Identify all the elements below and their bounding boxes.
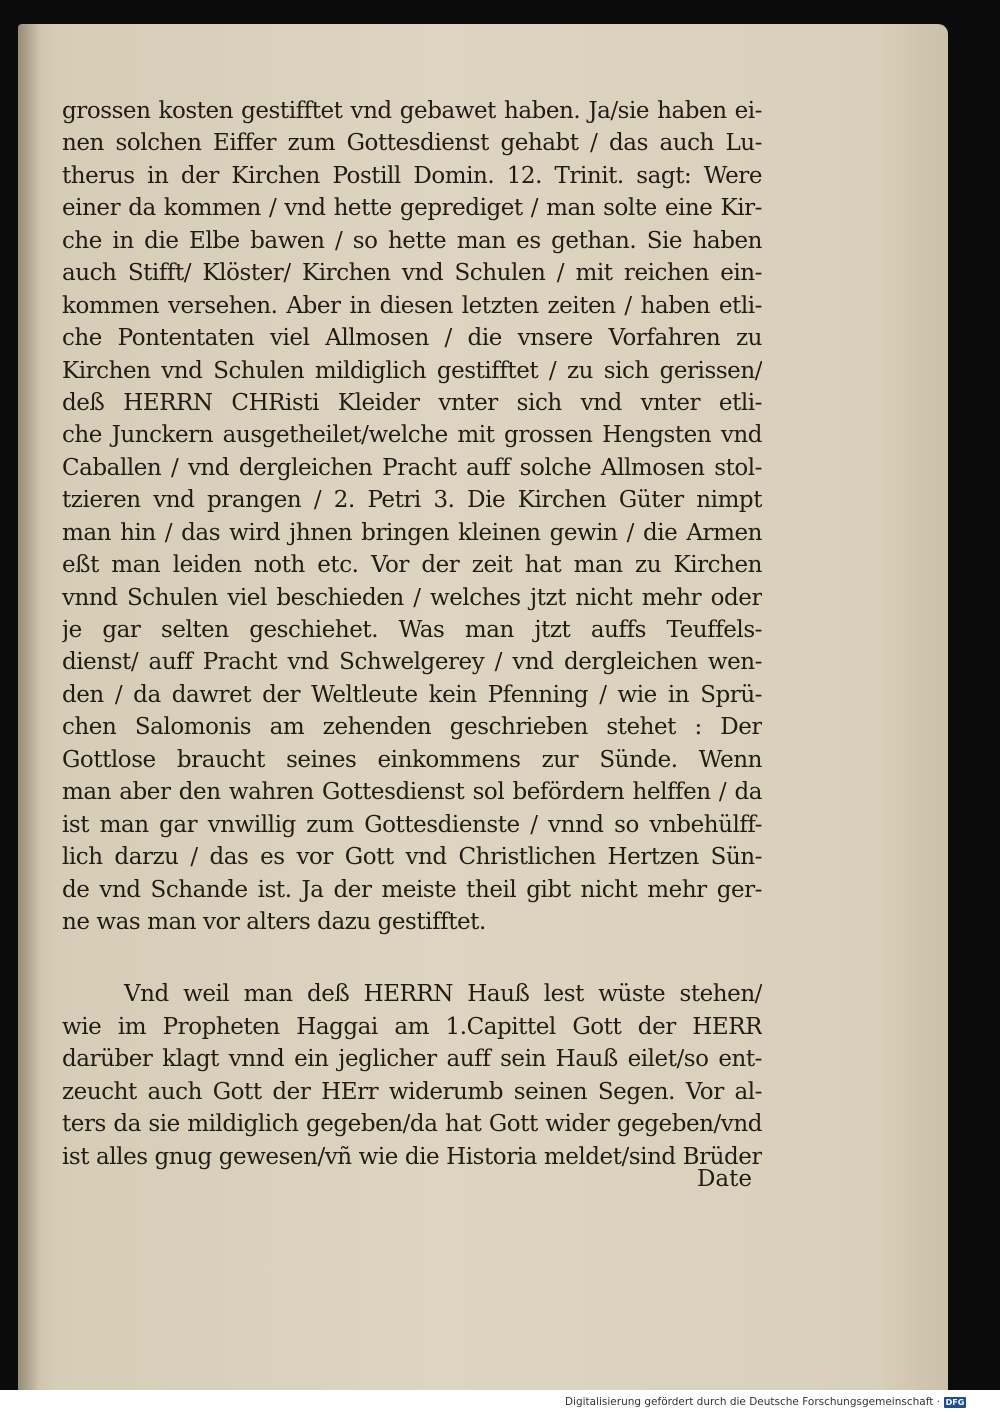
credit-text: Digitalisierung gefördert durch die Deutsche Forschungsgemeinschaft ·	[564, 1396, 940, 1408]
text-line: den / da dawret der Weltleute kein Pfenning / wie in Sprü-	[62, 681, 762, 708]
text-line: eßt man leiden noth etc. Vor der zeit hat man zu Kirchen	[62, 552, 762, 579]
text-line: wie im Propheten Haggai am 1.Capittel Gott der HERR	[62, 1013, 762, 1040]
text-line: de vnd Schande ist. Ja der meiste theil gibt nicht mehr ger-	[62, 876, 762, 903]
text-line: deß HERRN CHRisti Kleider vnter sich vnd vnter etli-	[62, 389, 762, 416]
text-line: zeucht auch Gott der HErr widerumb seinen Segen. Vor al-	[62, 1078, 762, 1105]
text-line: therus in der Kirchen Postill Domin. 12. Trinit. sagt: Were	[62, 162, 762, 189]
text-line: je gar selten geschiehet. Was man jtzt auffs Teuffels-	[62, 617, 762, 643]
text-line: ne was man vor alters dazu gestifftet.	[62, 908, 486, 935]
text-line: Kirchen vnd Schulen mildiglich gestifftet / zu sich gerissen/	[62, 357, 762, 384]
text-line: kommen versehen. Aber in diesen letzten zeiten / haben etli-	[62, 292, 762, 319]
text-line: grossen kosten gestifftet vnd gebawet haben. Ja/sie haben ei-	[62, 98, 762, 124]
dfg-logo: DFG	[945, 1397, 965, 1407]
text-line: einer da kommen / vnd hette geprediget / man solte eine Kir-	[62, 195, 762, 222]
text-line: nen solchen Eiffer zum Gottesdienst gehabt / das auch Lu-	[62, 130, 762, 157]
digitization-credit	[565, 1394, 966, 1410]
text-line: dienst/ auff Pracht vnd Schwelgerey / vnd dergleichen wen-	[62, 649, 762, 676]
text-line: ist alles gnug gewesen/vñ wie die Historia meldet/sind Brüder	[62, 1143, 762, 1170]
paragraph-gap	[62, 938, 762, 978]
text-line: man hin / das wird jhnen bringen kleinen gewin / die Armen	[62, 519, 762, 546]
text-line: darüber klagt vnnd ein jeglicher auff sein Hauß eilet/so ent-	[62, 1046, 762, 1073]
text-line: chen Salomonis am zehenden geschrieben stehet : Der	[62, 714, 762, 741]
text-line: vnnd Schulen viel beschieden / welches jtzt nicht mehr oder	[62, 584, 762, 611]
text-line: che in die Elbe bawen / so hette man es gethan. Sie haben	[62, 227, 762, 254]
page-gutter-shadow	[18, 24, 40, 1390]
text-line: ters da sie mildiglich gegeben/da hat Gott wider gegeben/vnd	[62, 1111, 762, 1138]
text-line: tzieren vnd prangen / 2. Petri 3. Die Kirchen Güter nimpt	[62, 487, 762, 514]
catchword: Date	[696, 1166, 752, 1192]
text-line: man aber den wahren Gottesdienst sol befördern helffen / da	[62, 779, 762, 806]
text-line: lich darzu / das es vor Gott vnd Christlichen Hertzen Sün-	[62, 844, 762, 871]
text-line: auch Stifft/ Klöster/ Kirchen vnd Schulen / mit reichen ein-	[62, 260, 762, 287]
page-text-block	[62, 95, 762, 1173]
text-line: ist man gar vnwillig zum Gottesdienste / vnnd so vnbehülff-	[62, 811, 762, 838]
text-line: che Junckern ausgetheilet/welche mit grossen Hengsten vnd	[62, 422, 762, 449]
text-line: Gottlose braucht seines einkommens zur Sünde. Wenn	[62, 746, 762, 773]
text-line: Vnd weil man deß HERRN Hauß lest wüste stehen/	[124, 981, 762, 1008]
text-line: Caballen / vnd dergleichen Pracht auff solche Allmosen stol-	[62, 454, 762, 481]
text-line: che Pontentaten viel Allmosen / die vnsere Vorfahren zu	[62, 325, 762, 352]
